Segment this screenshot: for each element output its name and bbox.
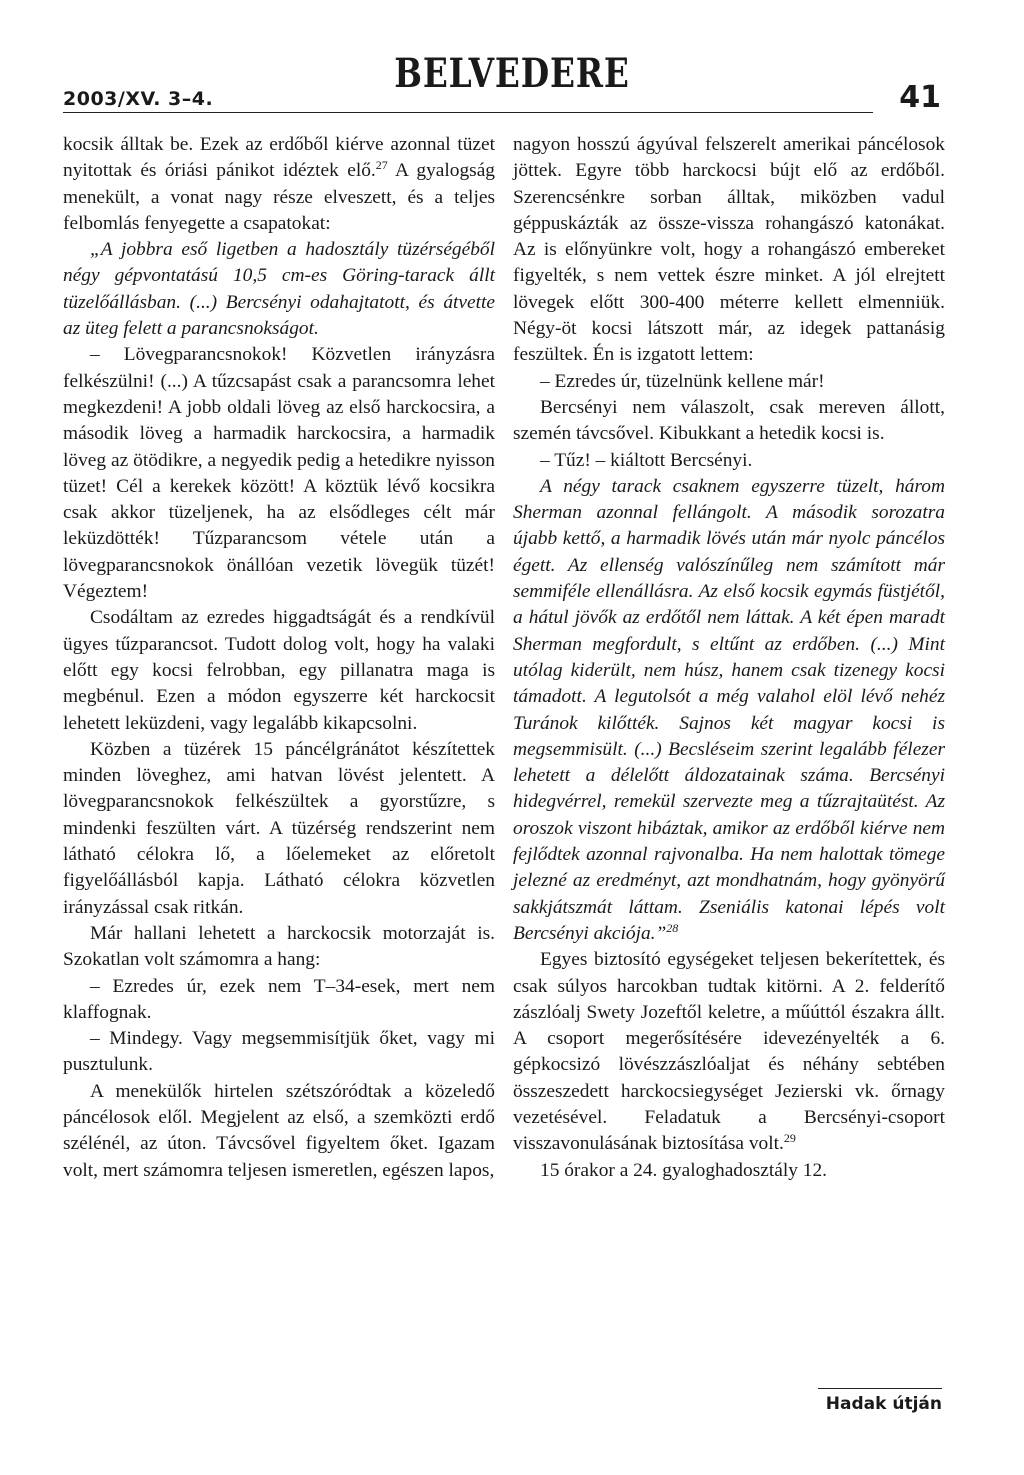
paragraph: – Tűz! – kiáltott Bercsényi. (540, 449, 753, 471)
page-number: 41 (899, 80, 941, 115)
paragraph: Közben a tüzérek 15 páncélgránátot készítettek minden löveghez, ami hatvan lövést jelentett. A lövegparancsnokok felkészültek a gyorstűzre, s mindenki feszülten várt. A tüzérség rendszerint nem látható célokra lő, a lőelemeket az előretolt figyelőállásból kapja. Látható célokra közvetlen irányzással csak ritkán. (63, 738, 495, 918)
footnote-ref[interactable]: 27 (375, 158, 388, 173)
paragraph: A menekülők hirtelen szétszóródtak a közeledő páncélosok elől. Megjelent az első, a szemközti erdő szélénél, az úton. Távcsővel figyeltem őket. Igazam volt, mert számomra teljesen ismeretlen, egészen lapos, (63, 1080, 495, 1181)
quote-paragraph: A négy tarack csaknem egyszerre tüzelt, három Sherman azonnal fellángolt. A második sorozatra újabb kettő, a harmadik lövés után már nyolc páncélos égett. Az ellenség valószínűleg nem számított már semmiféle ellenállásra. Az első kocsik egymás füstjétől, a hátul jövők az erdőtől nem láttak. A két épen maradt Sherman megfordult, s eltűnt az erdőben. (...) Mint utólag kiderült, nem húsz, hanem csak tizenegy kocsi támadott. A legutolsót a még valahol elöl lévő nehéz Turánok kilőtték. Sajnos két magyar kocsi is megsemmisült. (...) Becsléseim szerint legalább félezer lehetett a délelőtt áldozatainak száma. Bercsényi hidegvérrel, remekül szervezte meg a tűzrajtaütést. Az oroszok viszont hibáztak, amikor az erdőből kiérve nem fejlődtek azonnal rajvonalba. Ha nem halottak tömege jelezné az eredményt, azt mondhatnám, hogy gyönyörű sakkjátszmát láttam. Zseniális katonai lépés volt Bercsényi akciója.”$^{28}$ (513, 475, 945, 944)
paragraph: kocsik álltak be. Ezek az erdőből kiérve azonnal tüzet nyitottak és óriási pánikot idéztek elő.$^{27}$ A gyalogság menekült, a vonat nagy része elveszett, és a teljes felbomlás fenyegette a csapatokat: (63, 134, 495, 234)
header-rule (63, 112, 873, 113)
section-title: Hadak útján (825, 1394, 942, 1414)
paragraph: – Mindegy. Vagy megsemmisítjük őket, vagy mi pusztulunk. (63, 1028, 495, 1076)
footer-rule (818, 1388, 942, 1389)
paragraph: – Lövegparancsnokok! Közvetlen irányzásra felkészülni! (...) A tűzcsapást csak a parancsomra lehet megkezdeni! A jobb oldali löveg az első harckocsira, a második löveg a harmadik harckocsira, a harmadik löveg az ötödikre, a negyedik pedig a hetedikre nyisson tüzet! Cél a kerekek között! A köztük lévő kocsikra csak akkor tüzeljenek, ha az elsődleges célt már leküzdötték! Tűzparancsom vétele után a lövegparancsnokok önállóan vezetik lövegük tüzét! Végeztem! (63, 344, 495, 603)
paragraph: Csodáltam az ezredes higgadtságát és a rendkívül ügyes tűzparancsot. Tudott dolog volt, hogy ha valaki előtt egy kocsi felrobban, egy pillanatra maga is megbénul. Ezen a módon egyszerre két harckocsit lehetett leküzdeni, vagy legalább kikapcsolni. (63, 607, 495, 734)
paragraph: 15 órakor a 24. gyaloghadosztály 12. (540, 1159, 828, 1181)
paragraph: Bercsényi nem válaszolt, csak mereven állott, szemén távcsővel. Kibukkant a hetedik kocsi is. (513, 396, 945, 445)
journal-title: BELVEDERE (394, 50, 630, 97)
paragraph: Már hallani lehetett a harckocsik motorzaját is. Szokatlan volt számomra a hang: (63, 922, 495, 971)
footnote-ref[interactable]: 29 (783, 1131, 796, 1146)
paragraph: Egyes biztosító egységeket teljesen bekerítettek, és csak súlyos harcokban tudtak kitörni. A 2. felderítő zászlóalj Swety Jozeftől keletre, a műúttól északra állt. A csoport megerősítésére idevezényelték a 6. gépkocsizó lövészzászlóaljat és néhány sebtében összeszedett harckocsiegységet Jezierski vk. őrnagy vezetésével. Feladatuk a Bercsényi-csoport visszavonulásának biztosítása volt.$^{29}$ (513, 949, 945, 1155)
paragraph: – Ezredes úr, ezek nem T–34-esek, mert nem klaffognak. (63, 975, 495, 1023)
paragraph: – Ezredes úr, tüzelnünk kellene már! (540, 370, 825, 392)
paragraph: nagyon hosszú ágyúval felszerelt amerikai páncélosok jöttek. Egyre több harckocsi bújt elő az erdőből. Szerencsénkre sorban álltak, miközben vadul géppuskázták az össze-vissza rohangászó katonákat. Az is előnyünkre volt, hogy a rohangászó embereket figyelték, s nem vettek észre minket. A jól elrejtett lövegek előtt 300-400 méterre kellett elmenniük. Négy-öt kocsi látszott már, az idegek pattanásig feszültek. Én is izgatott lettem: (513, 134, 945, 366)
issue-number: 2003/XV. 3–4. (63, 88, 214, 110)
footnote-ref[interactable]: 28 (666, 920, 679, 935)
left-column (63, 132, 495, 1184)
quote-paragraph: „A jobbra eső ligetben a hadosztály tüzérségéből négy gépvontatású 10,5 cm-es Göring-tarack állt tüzelőállásban. (...) Bercsényi odahajtatott, és átvette az üteg felett a parancsnokságot. (63, 239, 495, 340)
right-column (513, 132, 945, 1184)
